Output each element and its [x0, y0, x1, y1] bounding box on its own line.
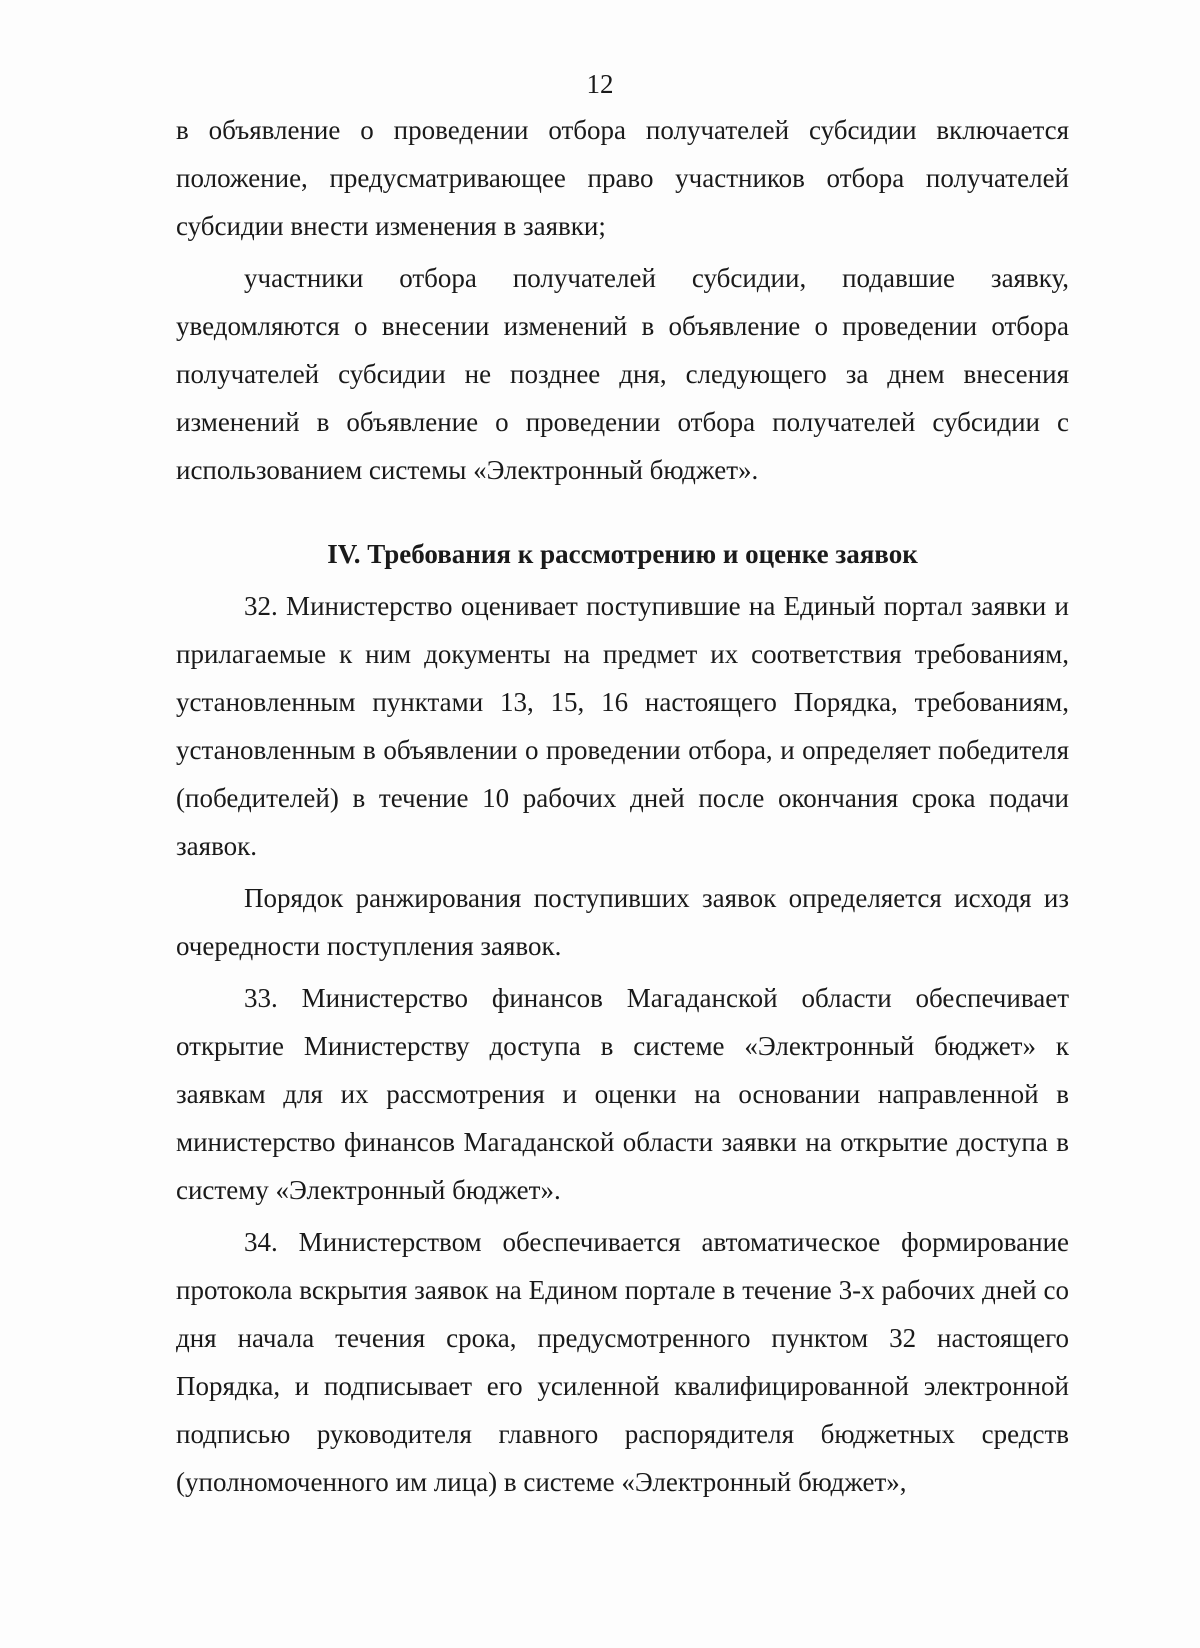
document-body — [176, 106, 1069, 1506]
paragraph-announcement-changes: в объявление о проведении отбора получателей субсидии включается положение, предусматривающее право участников отбора получателей субсидии внести изменения в заявки; — [176, 115, 1069, 241]
page-number: 12 — [586, 69, 614, 99]
paragraph-item-32: 32. Министерство оценивает поступившие на Единый портал заявки и прилагаемые к ним документы на предмет их соответствия требованиям, установленным пунктами 13, 15, 16 настоящего Порядка, требованиям, установленным в объявлении о проведении отбора, и определяет победителя (победителей) в течение 10 рабочих дней после окончания срока подачи заявок. — [176, 591, 1069, 861]
section-heading-iv: IV. Требования к рассмотрению и оценке заявок — [327, 539, 918, 569]
paragraph-ranking-order: Порядок ранжирования поступивших заявок определяется исходя из очередности поступления заявок. — [176, 883, 1069, 961]
paragraph-item-34: 34. Министерством обеспечивается автоматическое формирование протокола вскрытия заявок на Едином портале в течение 3-х рабочих дней со дня начала течения срока, предусмотренного пунктом 32 настоящего Порядка, и подписывает его усиленной квалифицированной электронной подписью руководителя главного распорядителя бюджетных средств (уполномоченного им лица) в системе «Электронный бюджет», — [176, 1227, 1069, 1497]
paragraph-participants-notified: участники отбора получателей субсидии, подавшие заявку, уведомляются о внесении изменений в объявление о проведении отбора получателей субсидии не позднее дня, следующего за днем внесения изменений в объявление о проведении отбора получателей субсидии с использованием системы «Электронный бюджет». — [176, 263, 1069, 485]
paragraph-item-33: 33. Министерство финансов Магаданской области обеспечивает открытие Министерству доступа в системе «Электронный бюджет» к заявкам для их рассмотрения и оценки на основании направленной в министерство финансов Магаданской области заявки на открытие доступа в систему «Электронный бюджет». — [176, 983, 1069, 1205]
